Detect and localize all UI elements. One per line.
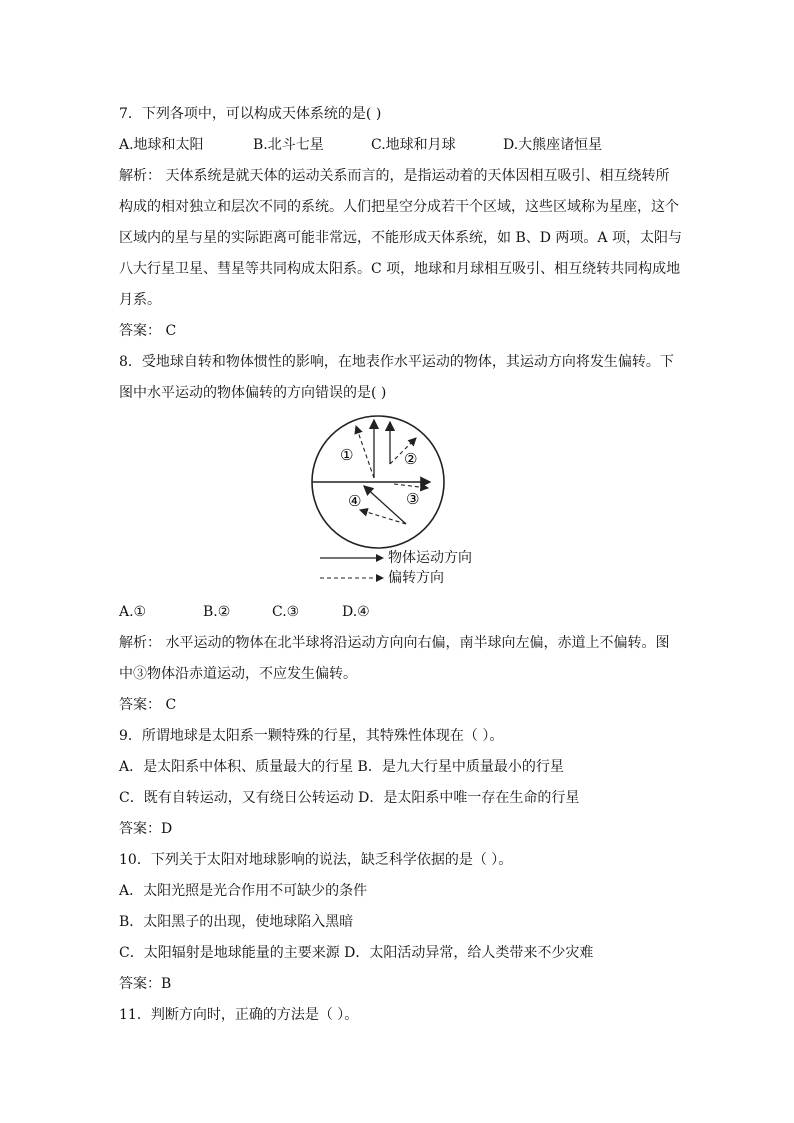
q7-answer: 答案： C — [119, 323, 177, 339]
q7-stem: 7．下列各项中，可以构成天体系统的是( ) — [119, 106, 382, 122]
q7-option-d: D.大熊座诸恒星 — [503, 137, 603, 153]
q7-option-c: C.地球和月球 — [371, 137, 456, 153]
q8-analysis-line: 解析： 水平运动的物体在北半球将沿运动方向向右偏，南半球向左偏，赤道上不偏转。图 — [119, 635, 670, 651]
q11-stem: 11．判断方向时，正确的方法是（ ）。 — [119, 1007, 359, 1023]
figure-label-3: ③ — [406, 490, 420, 508]
q8-option-c: C.③ — [272, 604, 300, 620]
q8-option-b: B.② — [203, 604, 231, 620]
q9-options-line: A．是太阳系中体积、质量最大的行星 B．是九大行星中质量最小的行星 — [119, 759, 564, 775]
q7-option-b: B.北斗七星 — [253, 137, 324, 153]
legend-item-motion — [318, 548, 488, 568]
q7-analysis-line: 解析： 天体系统是就天体的运动关系而言的，是指运动着的天体因相互吸引、相互绕转所 — [119, 168, 670, 184]
deflection-arrow-1 — [356, 426, 374, 478]
q9-answer: 答案：D — [119, 821, 173, 837]
solid-arrow-icon — [318, 548, 386, 568]
deflection-arrow-3 — [394, 484, 428, 488]
q7-analysis-line: 构成的相对独立和层次不同的系统。人们把星空分成若干个区域，这些区域称为星座，这个 — [119, 199, 679, 215]
legend-item-deflection — [318, 568, 488, 588]
q8-stem-line: 8．受地球自转和物体惯性的影响，在地表作水平运动的物体，其运动方向将发生偏转。下 — [119, 354, 674, 370]
q9-stem: 9．所谓地球是太阳系一颗特殊的行星，其特殊性体现在（ ）。 — [119, 728, 504, 744]
motion-arrow-4 — [364, 486, 406, 524]
legend-label-deflection: 偏转方向 — [388, 570, 444, 586]
q10-options-line: B．太阳黑子的出现，使地球陷入黑暗 — [119, 914, 354, 930]
q8-answer: 答案： C — [119, 697, 177, 713]
q7-analysis-line: 区域内的星与星的实际距离可能非常远，不能形成天体系统，如 B、D 两项。A 项，太阳与 — [119, 230, 682, 246]
q8-analysis-line: 中③物体沿赤道运动，不应发生偏转。 — [119, 666, 357, 682]
q10-answer: 答案：B — [119, 976, 172, 992]
q8-option-a: A.① — [119, 604, 147, 620]
q7-analysis-line: 月系。 — [119, 292, 161, 308]
q7-option-a: A.地球和太阳 — [119, 137, 204, 153]
figure-legend — [318, 548, 488, 588]
q7-analysis-line: 八大行星卫星、彗星等共同构成太阳系。C 项，地球和月球相互吸引、相互绕转共同构成地 — [119, 261, 681, 277]
q10-options-line: A．太阳光照是光合作用不可缺少的条件 — [119, 883, 368, 899]
figure-label-4: ④ — [348, 492, 362, 510]
q10-stem: 10．下列关于太阳对地球影响的说法，缺乏科学依据的是（ ）。 — [119, 852, 513, 868]
q9-options-line: C．既有自转运动，又有绕日公转运动 D．是太阳系中唯一存在生命的行星 — [119, 790, 580, 806]
q8-option-d: D.④ — [342, 604, 370, 620]
figure-label-2: ② — [404, 450, 418, 468]
dashed-arrow-icon — [318, 568, 386, 588]
q10-options-line: C．太阳辐射是地球能量的主要来源 D．太阳活动异常，给人类带来不少灾难 — [119, 945, 594, 961]
legend-label-motion: 物体运动方向 — [388, 550, 472, 566]
figure-label-1: ① — [340, 446, 354, 464]
q8-stem-line: 图中水平运动的物体偏转的方向错误的是( ) — [119, 385, 387, 401]
